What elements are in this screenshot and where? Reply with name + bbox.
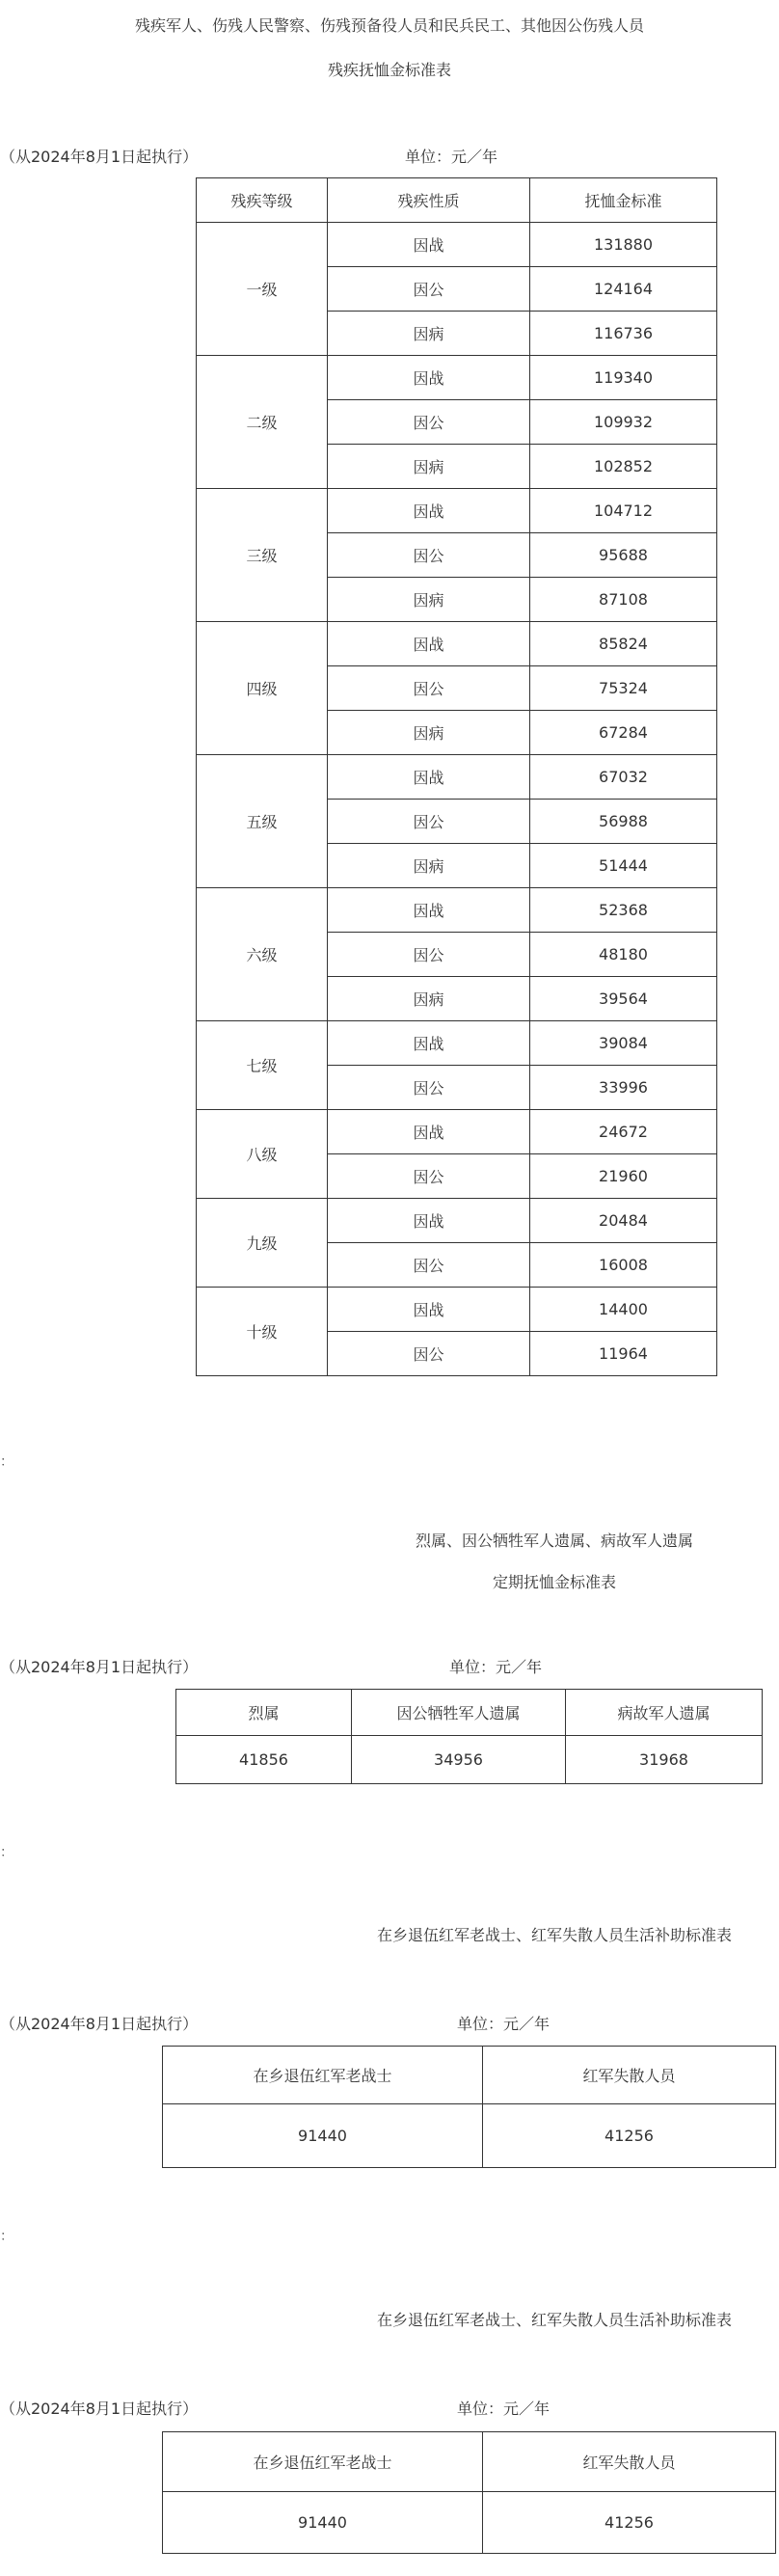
section3-effective-note: （从2024年8月1日起执行） <box>0 2015 199 2033</box>
nature-cell: 因病 <box>328 711 530 755</box>
section2-title-line1: 烈属、因公牺牲军人遗属、病故军人遗属 <box>415 1532 693 1550</box>
nature-cell: 因战 <box>328 1110 530 1154</box>
grade-cell: 七级 <box>197 1021 328 1110</box>
value-red-army-veteran: 91440 <box>163 2492 483 2554</box>
header-red-army-lost: 红军失散人员 <box>483 2047 776 2104</box>
header-grade: 残疾等级 <box>197 178 328 223</box>
nature-cell: 因病 <box>328 445 530 489</box>
table-row <box>197 489 717 533</box>
grade-cell: 四级 <box>197 622 328 755</box>
header-red-army-lost: 红军失散人员 <box>483 2432 776 2492</box>
separator-mark-3: ： <box>0 2229 13 2244</box>
grade-cell: 十级 <box>197 1288 328 1376</box>
grade-cell: 三级 <box>197 489 328 622</box>
grade-cell: 一级 <box>197 223 328 356</box>
separator-mark-2: ： <box>0 1845 13 1860</box>
nature-cell: 因战 <box>328 888 530 933</box>
grade-cell: 五级 <box>197 755 328 888</box>
table-row <box>197 356 717 400</box>
nature-cell: 因公 <box>328 400 530 445</box>
amount-cell: 87108 <box>530 578 717 622</box>
amount-cell: 104712 <box>530 489 717 533</box>
table-header-row <box>163 2432 776 2492</box>
section4-table <box>162 2431 776 2554</box>
amount-cell: 116736 <box>530 312 717 356</box>
nature-cell: 因公 <box>328 800 530 844</box>
table-row <box>197 755 717 800</box>
section3-title: 在乡退伍红军老战士、红军失散人员生活补助标准表 <box>376 1926 732 1944</box>
nature-cell: 因病 <box>328 578 530 622</box>
nature-cell: 因病 <box>328 844 530 888</box>
amount-cell: 75324 <box>530 666 717 711</box>
amount-cell: 131880 <box>530 223 717 267</box>
nature-cell: 因战 <box>328 223 530 267</box>
section4-effective-note: （从2024年8月1日起执行） <box>0 2400 199 2418</box>
value-public-duty-family: 34956 <box>352 1736 566 1784</box>
nature-cell: 因公 <box>328 1066 530 1110</box>
nature-cell: 因战 <box>328 755 530 800</box>
amount-cell: 102852 <box>530 445 717 489</box>
header-nature: 残疾性质 <box>328 178 530 223</box>
section2-effective-note: （从2024年8月1日起执行） <box>0 1658 199 1676</box>
value-martyr-family: 41856 <box>176 1736 352 1784</box>
amount-cell: 67284 <box>530 711 717 755</box>
amount-cell: 56988 <box>530 800 717 844</box>
nature-cell: 因病 <box>328 312 530 356</box>
header-red-army-veteran: 在乡退伍红军老战士 <box>163 2432 483 2492</box>
section2-unit: 单位：元／年 <box>449 1658 543 1676</box>
amount-cell: 67032 <box>530 755 717 800</box>
header-public-duty-family: 因公牺牲军人遗属 <box>352 1690 566 1736</box>
value-red-army-lost: 41256 <box>483 2104 776 2168</box>
value-illness-family: 31968 <box>566 1736 763 1784</box>
nature-cell: 因战 <box>328 1021 530 1066</box>
table-row <box>197 888 717 933</box>
grade-cell: 八级 <box>197 1110 328 1199</box>
amount-cell: 11964 <box>530 1332 717 1376</box>
amount-cell: 39564 <box>530 977 717 1021</box>
section2-title-line2: 定期抚恤金标准表 <box>492 1573 616 1591</box>
amount-cell: 33996 <box>530 1066 717 1110</box>
header-illness-family: 病故军人遗属 <box>566 1690 763 1736</box>
table-header-row <box>163 2047 776 2104</box>
nature-cell: 因病 <box>328 977 530 1021</box>
section1-table <box>196 177 717 1376</box>
nature-cell: 因公 <box>328 1243 530 1288</box>
table-row <box>163 2492 776 2554</box>
amount-cell: 20484 <box>530 1199 717 1243</box>
value-red-army-lost: 41256 <box>483 2492 776 2554</box>
grade-cell: 六级 <box>197 888 328 1021</box>
amount-cell: 24672 <box>530 1110 717 1154</box>
grade-cell: 二级 <box>197 356 328 489</box>
table-row <box>197 1021 717 1066</box>
amount-cell: 109932 <box>530 400 717 445</box>
amount-cell: 14400 <box>530 1288 717 1332</box>
nature-cell: 因战 <box>328 489 530 533</box>
table-row <box>163 2104 776 2168</box>
nature-cell: 因战 <box>328 622 530 666</box>
grade-cell: 九级 <box>197 1199 328 1288</box>
table-row <box>197 1110 717 1154</box>
nature-cell: 因公 <box>328 533 530 578</box>
section1-title-line1: 残疾军人、伤残人民警察、伤残预备役人员和民兵民工、其他因公伤残人员 <box>134 16 644 35</box>
section1-unit: 单位：元／年 <box>405 148 498 166</box>
value-red-army-veteran: 91440 <box>163 2104 483 2168</box>
table-row <box>176 1736 763 1784</box>
nature-cell: 因公 <box>328 1154 530 1199</box>
section4-title: 在乡退伍红军老战士、红军失散人员生活补助标准表 <box>376 2311 732 2329</box>
table-row <box>197 622 717 666</box>
table-row <box>197 1288 717 1332</box>
amount-cell: 119340 <box>530 356 717 400</box>
amount-cell: 16008 <box>530 1243 717 1288</box>
section3-table <box>162 2046 776 2168</box>
separator-mark-1: ： <box>0 1454 13 1470</box>
header-amount: 抚恤金标准 <box>530 178 717 223</box>
section3-unit: 单位：元／年 <box>457 2015 551 2033</box>
section4-unit: 单位：元／年 <box>457 2400 551 2418</box>
nature-cell: 因公 <box>328 666 530 711</box>
section1-title-line2: 残疾抚恤金标准表 <box>327 61 451 79</box>
table-header-row <box>176 1690 763 1736</box>
table-header-row <box>197 178 717 223</box>
nature-cell: 因战 <box>328 1199 530 1243</box>
section1-effective-note: （从2024年8月1日起执行） <box>0 148 199 166</box>
table-row <box>197 223 717 267</box>
amount-cell: 51444 <box>530 844 717 888</box>
header-red-army-veteran: 在乡退伍红军老战士 <box>163 2047 483 2104</box>
table-row <box>197 1199 717 1243</box>
amount-cell: 124164 <box>530 267 717 312</box>
amount-cell: 85824 <box>530 622 717 666</box>
amount-cell: 52368 <box>530 888 717 933</box>
nature-cell: 因公 <box>328 267 530 312</box>
nature-cell: 因战 <box>328 1288 530 1332</box>
nature-cell: 因公 <box>328 933 530 977</box>
header-martyr-family: 烈属 <box>176 1690 352 1736</box>
nature-cell: 因战 <box>328 356 530 400</box>
amount-cell: 48180 <box>530 933 717 977</box>
nature-cell: 因公 <box>328 1332 530 1376</box>
amount-cell: 39084 <box>530 1021 717 1066</box>
section2-table <box>175 1689 763 1784</box>
amount-cell: 21960 <box>530 1154 717 1199</box>
amount-cell: 95688 <box>530 533 717 578</box>
